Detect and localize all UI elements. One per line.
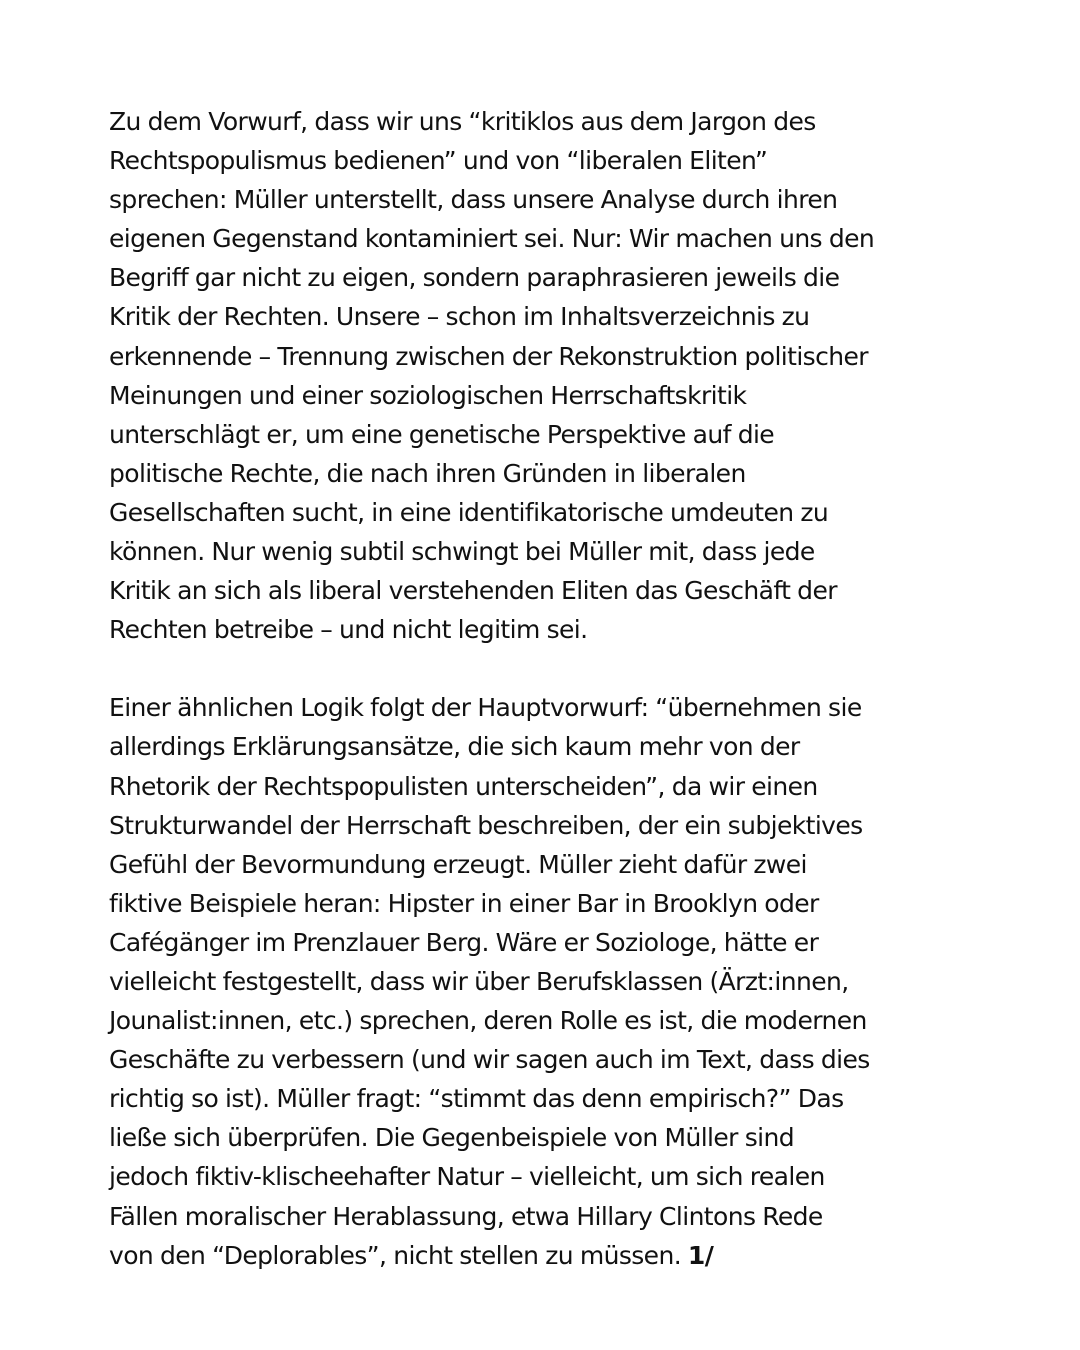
paragraph-2-line: Fällen moralischer Herablassung, etwa Hillary Clintons Rede bbox=[109, 1201, 823, 1231]
paragraph-2-line: jedoch fiktiv-klischeehafter Natur – vielleicht, um sich realen bbox=[109, 1162, 825, 1192]
paragraph-1-line: Rechten betreibe – und nicht legitim sei. bbox=[109, 615, 588, 645]
paragraph-2-line: allerdings Erklärungsansätze, die sich kaum mehr von der bbox=[109, 732, 800, 762]
paragraph-2-line: Cafégänger im Prenzlauer Berg. Wäre er Soziologe, hätte er bbox=[109, 927, 819, 957]
paragraph-2 bbox=[109, 688, 989, 1274]
paragraph-1-line: Gesellschaften sucht, in eine identifikatorische umdeuten zu bbox=[109, 497, 829, 527]
paragraph-1-line: Kritik an sich als liberal verstehenden Eliten das Geschäft der bbox=[109, 576, 837, 606]
paragraph-1-line: sprechen: Müller unterstellt, dass unsere Analyse durch ihren bbox=[109, 185, 838, 215]
paragraph-2-line: Gefühl der Bevormundung erzeugt. Müller zieht dafür zwei bbox=[109, 849, 807, 879]
paragraph-2-line: Strukturwandel der Herrschaft beschreiben, der ein subjektives bbox=[109, 810, 863, 840]
paragraph-1-line: Meinungen und einer soziologischen Herrschaftskritik bbox=[109, 380, 747, 410]
paragraph-2-line: von den “Deplorables”, nicht stellen zu müssen. bbox=[109, 1240, 682, 1270]
thread-counter: 1/ bbox=[687, 1240, 714, 1270]
paragraph-2-line: Einer ähnlichen Logik folgt der Hauptvorwurf: “übernehmen sie bbox=[109, 693, 862, 723]
paragraph-1-line: politische Rechte, die nach ihren Gründen in liberalen bbox=[109, 458, 746, 488]
paragraph-1-line: Rechtspopulismus bedienen” und von “liberalen Eliten” bbox=[109, 146, 768, 176]
paragraph-2-line: Geschäfte zu verbessern (und wir sagen auch im Text, dass dies bbox=[109, 1045, 870, 1075]
paragraph-1-line: können. Nur wenig subtil schwingt bei Müller mit, dass jede bbox=[109, 537, 815, 567]
paragraph-2-line: richtig so ist). Müller fragt: “stimmt das denn empirisch?” Das bbox=[109, 1084, 844, 1114]
paragraph-2-line: Jounalist:innen, etc.) sprechen, deren Rolle es ist, die modernen bbox=[109, 1006, 867, 1036]
paragraph-1-line: Zu dem Vorwurf, dass wir uns “kritiklos aus dem Jargon des bbox=[109, 107, 816, 136]
paragraph-1 bbox=[109, 102, 989, 649]
paragraph-1-line: eigenen Gegenstand kontaminiert sei. Nur: Wir machen uns den bbox=[109, 224, 875, 254]
paragraph-2-line: Rhetorik der Rechtspopulisten unterscheiden”, da wir einen bbox=[109, 771, 818, 801]
paragraph-2-line: ließe sich überprüfen. Die Gegenbeispiele von Müller sind bbox=[109, 1123, 794, 1153]
paragraph-1-line: erkennende – Trennung zwischen der Rekonstruktion politischer bbox=[109, 341, 868, 371]
text-block bbox=[109, 102, 989, 1275]
paragraph-1-line: unterschlägt er, um eine genetische Perspektive auf die bbox=[109, 419, 775, 449]
paragraph-1-line: Begriff gar nicht zu eigen, sondern paraphrasieren jeweils die bbox=[109, 263, 840, 293]
paragraph-2-line: vielleicht festgestellt, dass wir über Berufsklassen (Ärzt:innen, bbox=[109, 966, 849, 996]
paragraph-2-last-line bbox=[109, 1236, 989, 1275]
paragraph-2-line: fiktive Beispiele heran: Hipster in einer Bar in Brooklyn oder bbox=[109, 888, 819, 918]
paragraph-1-line: Kritik der Rechten. Unsere – schon im Inhaltsverzeichnis zu bbox=[109, 302, 810, 332]
